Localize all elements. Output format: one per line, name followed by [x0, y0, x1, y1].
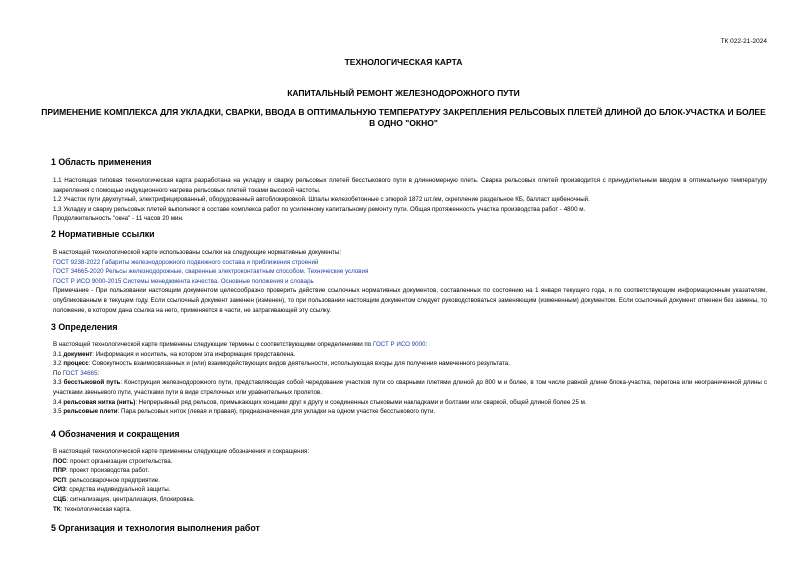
- abbreviation-item: [41, 505, 767, 515]
- definition-3-1: [41, 350, 767, 360]
- section-3-intro: [41, 340, 767, 350]
- abbreviation: ПОС: [53, 457, 67, 465]
- abbreviation-meaning: : средства индивидуальной защиты.: [65, 486, 171, 494]
- paragraph-1-4: Продолжительность "окна" - 11 часов 20 мин.: [53, 215, 184, 223]
- reference-link-gost-9238[interactable]: ГОСТ 9238-2022 Габариты железнодорожного подвижного состава и приближения строений: [53, 258, 319, 266]
- reference-link-gost-34665[interactable]: ГОСТ 34665-2020 Рельсы железнодорожные, сваренные электроконтактным способом. Технические условия: [53, 268, 369, 276]
- definition-number: 3.3: [53, 379, 62, 387]
- definition-3-5: [41, 407, 767, 417]
- definition-term: процесс: [63, 360, 89, 368]
- paragraph-1-3: 1.3 Укладку и сварку рельсовых плетей выполняют в составе комплекса работ по усиленному капитальному ремонту пути. Общая протяженность участка производства работ - 4800 м.: [53, 205, 586, 213]
- paragraph-1-1: 1.1 Настоящая типовая технологическая карта разработана на укладку и сварку рельсовых плетей бесстыкового пути в длинномерную плеть. Сварка рельсовых плетей производится с принудительным вводом в оптимальную температуру закрепления с помощью индукционного нагрева рельсовых плетей токами высокой частоты.: [53, 177, 767, 194]
- definition-number: 3.5: [53, 408, 62, 416]
- section-2-body: [41, 248, 767, 315]
- definition-text: : Конструкция железнодорожного пути, представляющая собой чередование участков пути со сварными плетями длиной до 800 м и более, в том числе равной длине блока-участка, перегона или неограниченной длины с участками звеньевого пути, участками пути в виде стрелочных или уравнительных пролетов.: [53, 379, 767, 396]
- abbreviation: ТК: [53, 505, 61, 513]
- definition-term: документ: [63, 350, 93, 358]
- abbreviation-meaning: : проект организации строительства.: [66, 457, 173, 465]
- definition-term: рельсовая нитка (нить): [63, 398, 136, 406]
- abbreviation: СИЗ: [53, 486, 66, 494]
- section-1-body: [41, 176, 767, 224]
- definition-text: : Пара рельсовых ниток (левая и правая), предназначенная для укладки на одном участке бесстыкового пути.: [117, 408, 436, 416]
- abbreviation-item: [41, 457, 767, 467]
- document-subtitle: КАПИТАЛЬНЫЙ РЕМОНТ ЖЕЛЕЗНОДОРОЖНОГО ПУТИ: [287, 88, 520, 98]
- section-4-intro: В настоящей технологической карте применены следующие обозначения и сокращения:: [53, 448, 310, 455]
- definitions-source-line: [41, 369, 767, 379]
- definitions-source-end: :: [97, 369, 100, 377]
- section-5-heading: 5 Организация и технология выполнения работ: [51, 523, 260, 533]
- abbreviation-item: [41, 485, 767, 495]
- definition-text: : Совокупность взаимосвязанных и (или) взаимодействующих видов деятельности, использующая входы для получения намеченного результата.: [88, 360, 510, 368]
- document-code: ТК 022-21-2024: [720, 38, 767, 45]
- abbreviation-item: [41, 495, 767, 505]
- abbreviation: ППР: [53, 467, 67, 475]
- document-description: ПРИМЕНЕНИЕ КОМПЛЕКСА ДЛЯ УКЛАДКИ, СВАРКИ, ВВОДА В ОПТИМАЛЬНУЮ ТЕМПЕРАТУРУ ЗАКРЕПЛЕНИЯ РЕЛЬСОВЫХ ПЛЕТЕЙ ДЛИНОЙ ДО БЛОК-УЧАСТКА И БОЛЕЕ В ОДНО "ОКНО": [41, 107, 766, 128]
- definitions-link-gost-34665[interactable]: ГОСТ 34665: [62, 369, 98, 377]
- definition-3-3: [41, 378, 767, 397]
- paragraph-1-2: 1.2 Участок пути двухпутный, электрифицированный, оборудованный автоблокировкой. Шпалы железобетонные с эпюрой 1872 шт./км, скрепление раздельное КБ, балласт щебеночный.: [53, 196, 590, 204]
- abbreviation-meaning: : технологическая карта.: [60, 505, 132, 513]
- section-2-intro: В настоящей технологической карте использованы ссылки на следующие нормативные документы:: [53, 249, 342, 256]
- section-3-intro-text: В настоящей технологической карте применены следующие термины с соответствующими определениями по: [53, 341, 372, 348]
- definitions-link-gost-iso-9000[interactable]: ГОСТ Р ИСО 9000: [372, 341, 426, 348]
- section-3-intro-end: :: [425, 341, 428, 348]
- definition-number: 3.4: [53, 398, 62, 406]
- section-2-heading: 2 Нормативные ссылки: [51, 229, 155, 239]
- section-4-body: [41, 447, 767, 514]
- abbreviation-meaning: : сигнализация, централизация, блокировка.: [66, 495, 195, 503]
- abbreviation-meaning: : проект производства работ.: [66, 467, 150, 475]
- definition-term: бесстыковой путь: [63, 379, 121, 387]
- definition-number: 3.1: [53, 350, 62, 358]
- document-title: ТЕХНОЛОГИЧЕСКАЯ КАРТА: [344, 57, 463, 67]
- section-4-heading: 4 Обозначения и сокращения: [51, 429, 180, 439]
- section-3-heading: 3 Определения: [51, 322, 118, 332]
- definition-term: рельсовые плети: [63, 408, 118, 416]
- reference-link-gost-iso-9000[interactable]: ГОСТ Р ИСО 9000-2015 Системы менеджмента качества. Основные положения и словарь: [53, 277, 314, 285]
- definition-3-2: [41, 359, 767, 369]
- definitions-source-prefix: По: [53, 369, 61, 377]
- section-3-body: [41, 340, 767, 417]
- abbreviation-item: [41, 466, 767, 476]
- abbreviation-item: [41, 476, 767, 486]
- definition-text: : Непрерывный ряд рельсов, примыкающих концами друг к другу и соединенных стыковыми накладками и болтами или сваркой, общей длиной более 25 м.: [135, 398, 587, 406]
- abbreviation-meaning: : рельсосварочное предприятие.: [65, 476, 160, 484]
- definition-number: 3.2: [53, 360, 62, 368]
- abbreviation: СЦБ: [53, 495, 67, 503]
- section-2-note: Примечание - При пользовании настоящим документом целесообразно проверить действие ссылочных нормативных документов, составленных по состоянию на 1 января текущего года, и по соответствующим информационным указателям, опубликованным в текущем году. Если ссылочный документ заменен (изменен), то при пользовании настоящим документом следует руководствоваться заменяющим (измененным) документом. Если ссылочный документ отменен без замены, то положение, в котором дана ссылка на него, применяется в части, не затрагивающей эту ссылку.: [53, 287, 767, 314]
- definition-3-4: [41, 398, 767, 408]
- section-1-heading: 1 Область применения: [51, 157, 152, 167]
- abbreviation: РСП: [53, 476, 66, 484]
- definition-text: : Информация и носитель, на котором эта информация представлена.: [92, 350, 296, 358]
